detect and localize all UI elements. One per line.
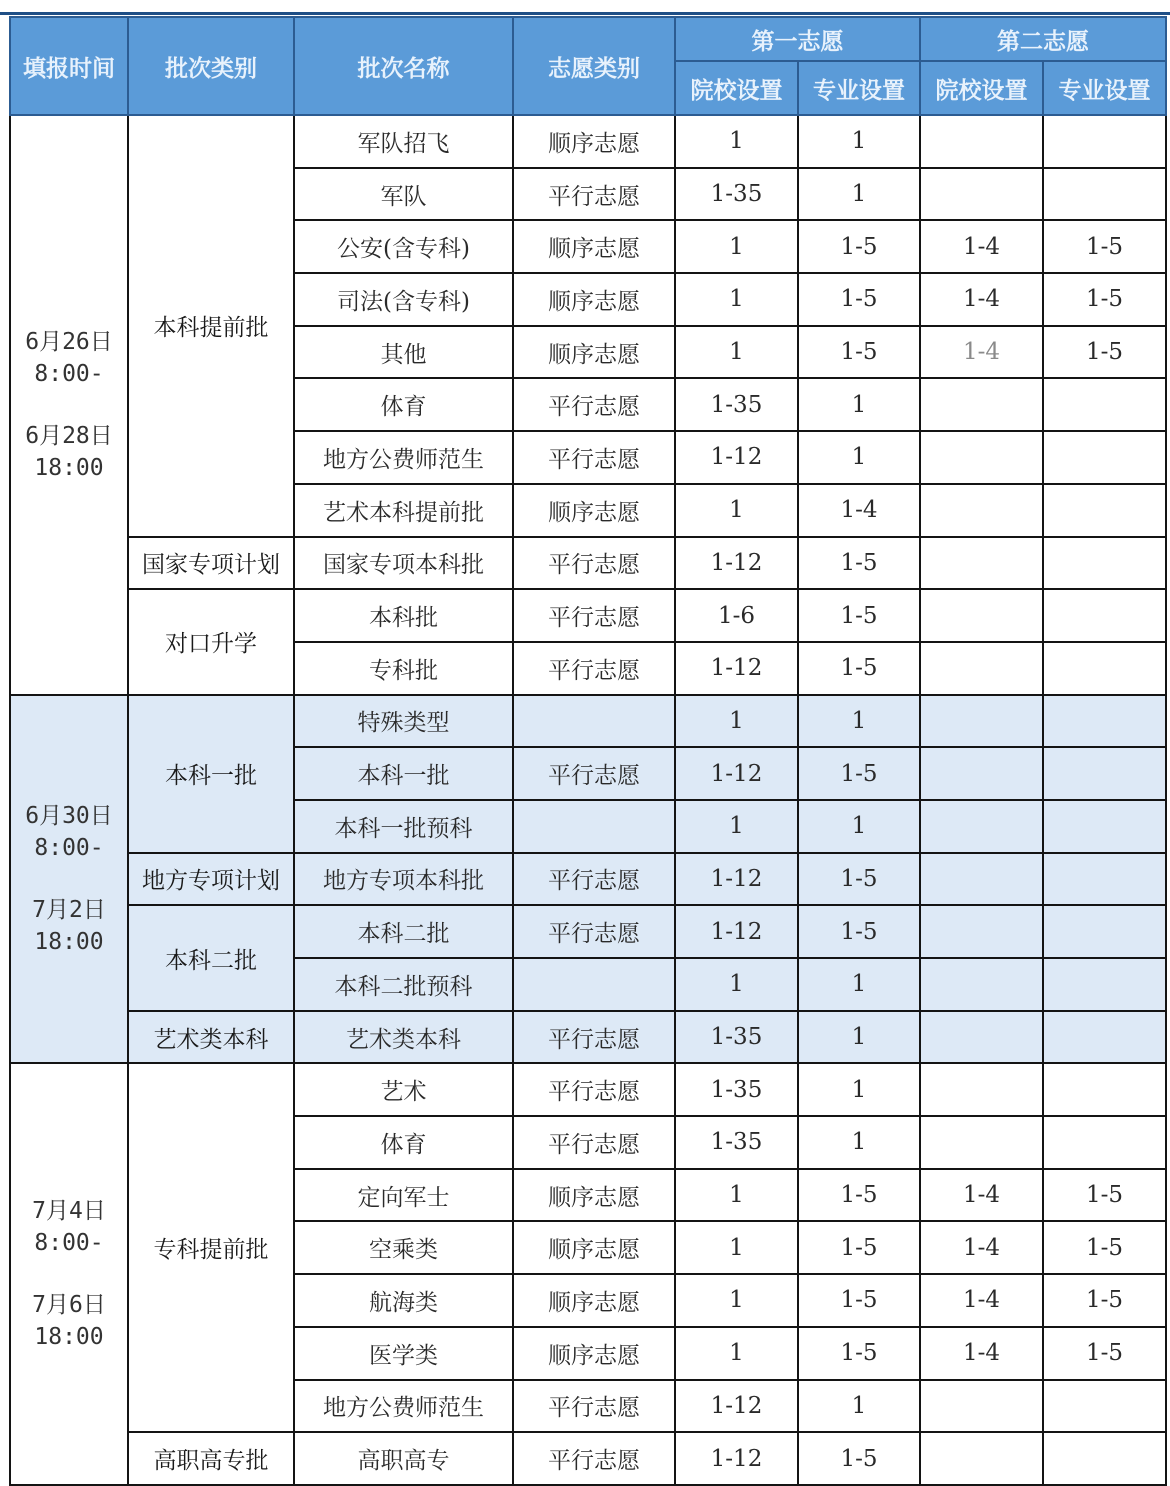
second-school bbox=[920, 853, 1043, 906]
first-school: 1 bbox=[675, 326, 798, 379]
second-school bbox=[920, 905, 1043, 958]
first-major: 1-5 bbox=[798, 1432, 920, 1485]
category-cell: 本科提前批 bbox=[128, 115, 294, 537]
first-major: 1 bbox=[798, 115, 920, 168]
batch-name: 其他 bbox=[294, 326, 513, 379]
second-major bbox=[1043, 537, 1166, 590]
first-major: 1 bbox=[798, 1380, 920, 1433]
first-school: 1-12 bbox=[675, 747, 798, 800]
first-major: 1 bbox=[798, 1116, 920, 1169]
first-school: 1 bbox=[675, 115, 798, 168]
start-time: 8:00- bbox=[34, 834, 104, 861]
category-cell: 本科一批 bbox=[128, 695, 294, 853]
first-school: 1 bbox=[675, 1221, 798, 1274]
wish-type bbox=[513, 695, 675, 748]
first-school: 1 bbox=[675, 695, 798, 748]
batch-name: 高职高专 bbox=[294, 1432, 513, 1485]
first-major: 1-5 bbox=[798, 220, 920, 273]
second-major bbox=[1043, 115, 1166, 168]
second-major: 1-5 bbox=[1043, 273, 1166, 326]
second-school bbox=[920, 958, 1043, 1011]
second-school bbox=[920, 484, 1043, 537]
second-major bbox=[1043, 958, 1166, 1011]
first-school: 1-35 bbox=[675, 1011, 798, 1064]
second-major bbox=[1043, 168, 1166, 221]
wish-type: 平行志愿 bbox=[513, 1116, 675, 1169]
table-row bbox=[10, 1432, 1166, 1485]
wish-type: 平行志愿 bbox=[513, 642, 675, 695]
table-row bbox=[10, 853, 1166, 906]
second-school bbox=[920, 695, 1043, 748]
second-school: 1-4 bbox=[920, 273, 1043, 326]
second-school: 1-4 bbox=[920, 220, 1043, 273]
batch-name: 司法(含专科) bbox=[294, 273, 513, 326]
second-school bbox=[920, 1380, 1043, 1433]
second-school bbox=[920, 168, 1043, 221]
first-school: 1 bbox=[675, 1327, 798, 1380]
wish-type: 平行志愿 bbox=[513, 589, 675, 642]
second-major bbox=[1043, 1432, 1166, 1485]
first-major: 1 bbox=[798, 431, 920, 484]
second-school bbox=[920, 115, 1043, 168]
header-second-major: 专业设置 bbox=[1043, 61, 1166, 115]
first-school: 1 bbox=[675, 220, 798, 273]
wish-type: 顺序志愿 bbox=[513, 115, 675, 168]
header-time: 填报时间 bbox=[10, 17, 128, 115]
header-second-wish: 第二志愿 bbox=[920, 17, 1166, 61]
batch-name: 军队招飞 bbox=[294, 115, 513, 168]
second-school bbox=[920, 589, 1043, 642]
first-school: 1-12 bbox=[675, 1432, 798, 1485]
second-major: 1-5 bbox=[1043, 1169, 1166, 1222]
first-major: 1-5 bbox=[798, 589, 920, 642]
first-major: 1-5 bbox=[798, 747, 920, 800]
second-major bbox=[1043, 800, 1166, 853]
table-row bbox=[10, 905, 1166, 958]
wish-type: 平行志愿 bbox=[513, 168, 675, 221]
first-major: 1 bbox=[798, 1063, 920, 1116]
wish-type: 平行志愿 bbox=[513, 1432, 675, 1485]
batch-name: 医学类 bbox=[294, 1327, 513, 1380]
wish-type: 顺序志愿 bbox=[513, 1274, 675, 1327]
category-cell: 艺术类本科 bbox=[128, 1011, 294, 1064]
batch-name: 艺术类本科 bbox=[294, 1011, 513, 1064]
first-school: 1-12 bbox=[675, 431, 798, 484]
wish-type: 平行志愿 bbox=[513, 853, 675, 906]
wish-type: 平行志愿 bbox=[513, 1011, 675, 1064]
first-school: 1 bbox=[675, 800, 798, 853]
second-major: 1-5 bbox=[1043, 1221, 1166, 1274]
batch-name: 地方专项本科批 bbox=[294, 853, 513, 906]
first-school: 1 bbox=[675, 1169, 798, 1222]
wish-type: 平行志愿 bbox=[513, 378, 675, 431]
second-major: 1-5 bbox=[1043, 1327, 1166, 1380]
header-first-major: 专业设置 bbox=[798, 61, 920, 115]
wish-type bbox=[513, 958, 675, 1011]
wish-type bbox=[513, 800, 675, 853]
header-first-school: 院校设置 bbox=[675, 61, 798, 115]
first-major: 1 bbox=[798, 800, 920, 853]
second-major: 1-5 bbox=[1043, 326, 1166, 379]
first-major: 1-5 bbox=[798, 1169, 920, 1222]
wish-type: 平行志愿 bbox=[513, 1380, 675, 1433]
batch-name: 专科批 bbox=[294, 642, 513, 695]
start-time: 8:00- bbox=[34, 1230, 104, 1257]
second-school bbox=[920, 642, 1043, 695]
second-school: 1-4 bbox=[920, 326, 1043, 379]
wish-type: 顺序志愿 bbox=[513, 1327, 675, 1380]
start-time: 8:00- bbox=[34, 360, 104, 387]
second-major bbox=[1043, 1380, 1166, 1433]
wish-type: 平行志愿 bbox=[513, 537, 675, 590]
first-school: 1 bbox=[675, 484, 798, 537]
first-major: 1 bbox=[798, 378, 920, 431]
header-second-school: 院校设置 bbox=[920, 61, 1043, 115]
category-cell: 本科二批 bbox=[128, 905, 294, 1010]
batch-name: 定向军士 bbox=[294, 1169, 513, 1222]
end-time: 18:00 bbox=[34, 1324, 104, 1351]
second-major bbox=[1043, 431, 1166, 484]
table-row bbox=[10, 695, 1166, 748]
second-school bbox=[920, 378, 1043, 431]
time-cell-1 bbox=[10, 115, 128, 695]
batch-name: 本科一批 bbox=[294, 747, 513, 800]
wish-type: 平行志愿 bbox=[513, 431, 675, 484]
wish-type: 平行志愿 bbox=[513, 905, 675, 958]
second-school: 1-4 bbox=[920, 1169, 1043, 1222]
batch-name: 地方公费师范生 bbox=[294, 431, 513, 484]
category-cell: 专科提前批 bbox=[128, 1063, 294, 1432]
wish-type: 顺序志愿 bbox=[513, 273, 675, 326]
first-school: 1-12 bbox=[675, 1380, 798, 1433]
header-wish-type: 志愿类别 bbox=[513, 17, 675, 115]
second-major bbox=[1043, 1011, 1166, 1064]
second-school: 1-4 bbox=[920, 1274, 1043, 1327]
second-school: 1-4 bbox=[920, 1327, 1043, 1380]
second-major bbox=[1043, 378, 1166, 431]
first-major: 1-5 bbox=[798, 1221, 920, 1274]
end-date: 7月2日 bbox=[32, 896, 106, 923]
second-major bbox=[1043, 695, 1166, 748]
second-school bbox=[920, 1116, 1043, 1169]
first-major: 1-5 bbox=[798, 642, 920, 695]
top-border bbox=[0, 0, 1170, 15]
table-row bbox=[10, 1011, 1166, 1064]
second-major bbox=[1043, 853, 1166, 906]
batch-name: 艺术 bbox=[294, 1063, 513, 1116]
table-row bbox=[10, 589, 1166, 642]
second-major bbox=[1043, 589, 1166, 642]
batch-name: 体育 bbox=[294, 1116, 513, 1169]
category-cell: 对口升学 bbox=[128, 589, 294, 694]
first-major: 1-5 bbox=[798, 1327, 920, 1380]
second-major: 1-5 bbox=[1043, 1274, 1166, 1327]
second-school bbox=[920, 747, 1043, 800]
admission-schedule-table bbox=[9, 16, 1167, 1486]
first-major: 1-5 bbox=[798, 273, 920, 326]
first-major: 1-5 bbox=[798, 537, 920, 590]
category-cell: 国家专项计划 bbox=[128, 537, 294, 590]
batch-name: 艺术本科提前批 bbox=[294, 484, 513, 537]
start-date: 6月26日 bbox=[25, 328, 113, 355]
header-first-wish: 第一志愿 bbox=[675, 17, 920, 61]
first-school: 1-6 bbox=[675, 589, 798, 642]
batch-name: 体育 bbox=[294, 378, 513, 431]
batch-name: 空乘类 bbox=[294, 1221, 513, 1274]
second-school bbox=[920, 800, 1043, 853]
second-school: 1-4 bbox=[920, 1221, 1043, 1274]
second-school bbox=[920, 1011, 1043, 1064]
end-date: 7月6日 bbox=[32, 1292, 106, 1319]
header-category: 批次类别 bbox=[128, 17, 294, 115]
first-major: 1-5 bbox=[798, 326, 920, 379]
wish-type: 平行志愿 bbox=[513, 1063, 675, 1116]
second-school bbox=[920, 1432, 1043, 1485]
batch-name: 军队 bbox=[294, 168, 513, 221]
table-row bbox=[10, 1063, 1166, 1116]
time-cell-3 bbox=[10, 1063, 128, 1485]
wish-type: 顺序志愿 bbox=[513, 326, 675, 379]
second-school bbox=[920, 1063, 1043, 1116]
category-cell: 高职高专批 bbox=[128, 1432, 294, 1485]
batch-name: 航海类 bbox=[294, 1274, 513, 1327]
wish-type: 顺序志愿 bbox=[513, 220, 675, 273]
end-date: 6月28日 bbox=[25, 422, 113, 449]
first-school: 1-35 bbox=[675, 168, 798, 221]
first-major: 1 bbox=[798, 695, 920, 748]
first-school: 1 bbox=[675, 273, 798, 326]
batch-name: 本科二批 bbox=[294, 905, 513, 958]
first-school: 1-12 bbox=[675, 905, 798, 958]
first-school: 1-35 bbox=[675, 1063, 798, 1116]
second-school bbox=[920, 431, 1043, 484]
start-date: 6月30日 bbox=[25, 802, 113, 829]
wish-type: 顺序志愿 bbox=[513, 1169, 675, 1222]
second-major bbox=[1043, 1063, 1166, 1116]
first-school: 1-35 bbox=[675, 378, 798, 431]
category-cell: 地方专项计划 bbox=[128, 853, 294, 906]
second-major bbox=[1043, 642, 1166, 695]
first-school: 1-12 bbox=[675, 853, 798, 906]
first-school: 1 bbox=[675, 1274, 798, 1327]
first-school: 1 bbox=[675, 958, 798, 1011]
first-school: 1-12 bbox=[675, 537, 798, 590]
first-school: 1-35 bbox=[675, 1116, 798, 1169]
header-batch-name: 批次名称 bbox=[294, 17, 513, 115]
first-school: 1-12 bbox=[675, 642, 798, 695]
first-major: 1-5 bbox=[798, 905, 920, 958]
first-major: 1-5 bbox=[798, 1274, 920, 1327]
table-row bbox=[10, 115, 1166, 168]
wish-type: 顺序志愿 bbox=[513, 484, 675, 537]
first-major: 1-5 bbox=[798, 853, 920, 906]
table-row bbox=[10, 537, 1166, 590]
batch-name: 本科一批预科 bbox=[294, 800, 513, 853]
time-cell-2 bbox=[10, 695, 128, 1064]
second-major bbox=[1043, 484, 1166, 537]
batch-name: 本科批 bbox=[294, 589, 513, 642]
batch-name: 本科二批预科 bbox=[294, 958, 513, 1011]
end-time: 18:00 bbox=[34, 928, 104, 955]
first-major: 1-4 bbox=[798, 484, 920, 537]
second-school bbox=[920, 537, 1043, 590]
wish-type: 平行志愿 bbox=[513, 747, 675, 800]
batch-name: 地方公费师范生 bbox=[294, 1380, 513, 1433]
second-major: 1-5 bbox=[1043, 220, 1166, 273]
batch-name: 公安(含专科) bbox=[294, 220, 513, 273]
first-major: 1 bbox=[798, 1011, 920, 1064]
batch-name: 特殊类型 bbox=[294, 695, 513, 748]
second-major bbox=[1043, 747, 1166, 800]
second-major bbox=[1043, 1116, 1166, 1169]
first-major: 1 bbox=[798, 168, 920, 221]
second-major bbox=[1043, 905, 1166, 958]
first-major: 1 bbox=[798, 958, 920, 1011]
start-date: 7月4日 bbox=[32, 1198, 106, 1225]
wish-type: 顺序志愿 bbox=[513, 1221, 675, 1274]
end-time: 18:00 bbox=[34, 454, 104, 481]
batch-name: 国家专项本科批 bbox=[294, 537, 513, 590]
